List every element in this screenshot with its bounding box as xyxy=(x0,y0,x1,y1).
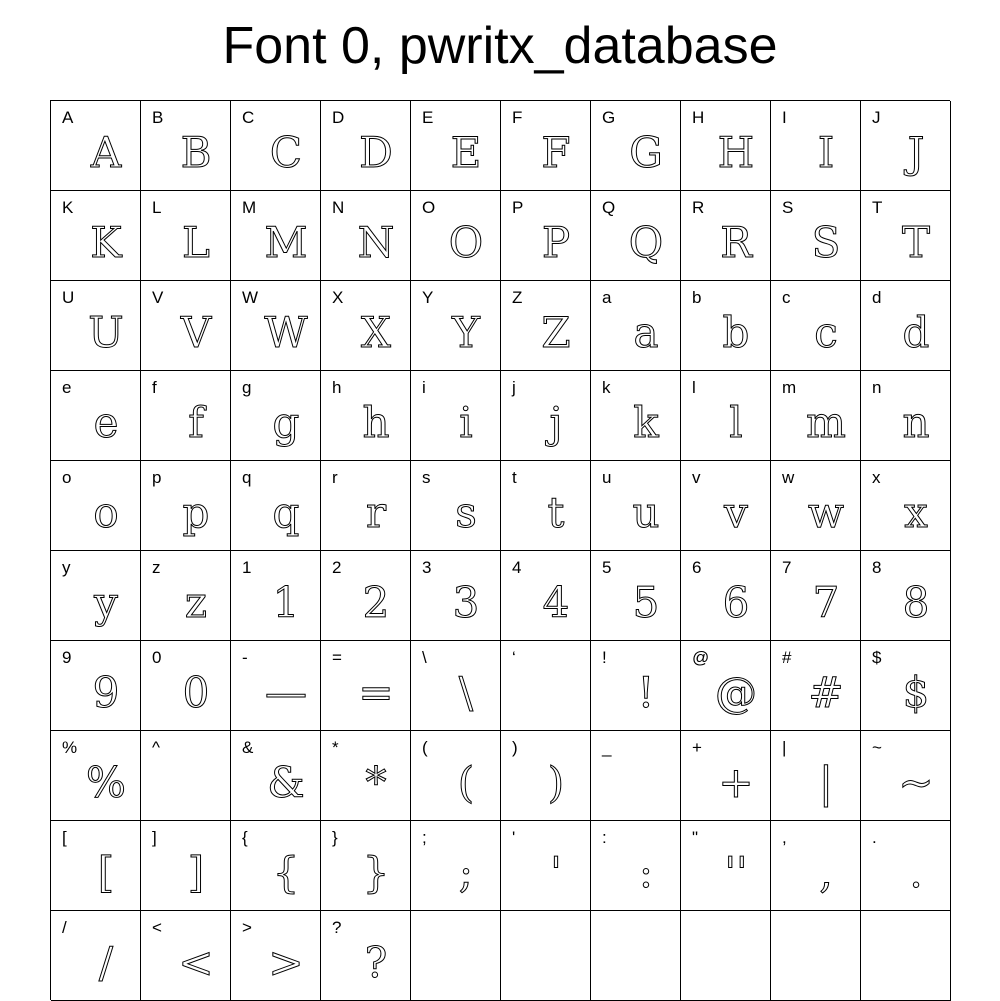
glyph-cell xyxy=(591,281,681,371)
glyph-cell xyxy=(141,281,231,371)
glyph-cell xyxy=(51,731,141,821)
glyph-cell-label: ? xyxy=(332,918,342,937)
glyph-sample: w xyxy=(808,488,844,537)
glyph-sample: 5 xyxy=(632,578,660,627)
glyph-cell xyxy=(771,821,861,911)
glyph-cell-label: % xyxy=(62,738,78,757)
glyph-cell xyxy=(141,731,231,821)
glyph-cell xyxy=(501,551,591,641)
glyph-sample: , xyxy=(819,848,833,897)
glyph-cell xyxy=(51,371,141,461)
glyph-cell-label: # xyxy=(782,648,792,667)
glyph-cell xyxy=(321,911,411,1001)
glyph-cell xyxy=(141,101,231,191)
glyph-cell-label: { xyxy=(242,828,248,847)
glyph-sample: M xyxy=(264,218,308,267)
glyph-cell-label: L xyxy=(152,198,162,217)
glyph-sample: J xyxy=(907,128,925,177)
glyph-cell xyxy=(591,371,681,461)
glyph-sample xyxy=(707,933,765,993)
glyph-cell xyxy=(51,191,141,281)
glyph-sample: j xyxy=(549,398,563,447)
glyph-cell-label: W xyxy=(242,288,259,307)
glyph-sample: d xyxy=(902,308,930,357)
glyph-sample xyxy=(527,933,585,993)
glyph-cell-label: e xyxy=(62,378,72,397)
glyph-sample: D xyxy=(359,128,393,177)
glyph-cell-label: 3 xyxy=(422,558,432,577)
glyph-sample: L xyxy=(182,218,210,267)
glyph-cell xyxy=(861,101,951,191)
glyph-cell xyxy=(141,911,231,1001)
glyph-cell-label: E xyxy=(422,108,434,127)
glyph-sample: $ xyxy=(902,668,930,717)
glyph-cell xyxy=(591,191,681,281)
glyph-cell xyxy=(411,911,501,1001)
glyph-sample: F xyxy=(541,128,571,177)
glyph-cell-label: N xyxy=(332,198,345,217)
glyph-cell-label: F xyxy=(512,108,523,127)
glyph-cell-label: c xyxy=(782,288,791,307)
glyph-sample: 0 xyxy=(182,668,210,717)
glyph-cell-label: T xyxy=(872,198,883,217)
glyph-cell xyxy=(411,461,501,551)
glyph-cell xyxy=(771,911,861,1001)
glyph-cell xyxy=(771,641,861,731)
glyph-cell xyxy=(51,641,141,731)
glyph-cell xyxy=(861,191,951,281)
glyph-sample: / xyxy=(98,938,114,987)
glyph-cell xyxy=(501,371,591,461)
glyph-cell xyxy=(681,281,771,371)
glyph-cell xyxy=(681,551,771,641)
glyph-sample: X xyxy=(361,308,391,357)
glyph-cell-label: ( xyxy=(422,738,428,757)
glyph-cell xyxy=(591,101,681,191)
glyph-cell-label: l xyxy=(692,378,696,397)
glyph-sample: h xyxy=(362,398,390,447)
glyph-sample xyxy=(527,663,585,723)
glyph-cell xyxy=(591,461,681,551)
glyph-cell xyxy=(861,821,951,911)
glyph-cell-label: h xyxy=(332,378,342,397)
glyph-cell-label: P xyxy=(512,198,524,217)
glyph-cell xyxy=(51,281,141,371)
glyph-cell xyxy=(501,911,591,1001)
glyph-cell xyxy=(591,641,681,731)
glyph-sample: b xyxy=(722,308,750,357)
glyph-cell-label: r xyxy=(332,468,338,487)
glyph-cell-label: X xyxy=(332,288,344,307)
glyph-sample: R xyxy=(720,218,752,267)
glyph-cell-label: / xyxy=(62,918,67,937)
glyph-sample xyxy=(617,753,675,813)
glyph-cell-label: g xyxy=(242,378,252,397)
glyph-cell xyxy=(141,551,231,641)
glyph-cell xyxy=(321,281,411,371)
glyph-sample: ) xyxy=(547,758,565,807)
glyph-sample: y xyxy=(94,578,118,627)
glyph-cell xyxy=(231,281,321,371)
glyph-sample: G xyxy=(629,128,663,177)
glyph-sample: 8 xyxy=(902,578,930,627)
glyph-cell xyxy=(51,821,141,911)
glyph-cell-label: s xyxy=(422,468,431,487)
glyph-sample: * xyxy=(365,758,387,807)
glyph-cell xyxy=(771,461,861,551)
glyph-cell xyxy=(321,731,411,821)
glyph-cell xyxy=(771,191,861,281)
glyph-sample: l xyxy=(729,398,743,447)
glyph-cell-label: M xyxy=(242,198,257,217)
glyph-sample: W xyxy=(264,308,308,357)
glyph-cell xyxy=(411,551,501,641)
glyph-cell-label: } xyxy=(332,828,338,847)
glyph-cell xyxy=(321,551,411,641)
glyph-cell-label: : xyxy=(602,828,607,847)
glyph-cell-label: _ xyxy=(602,738,612,757)
glyph-cell xyxy=(771,731,861,821)
glyph-sample: N xyxy=(357,218,395,267)
glyph-sample: U xyxy=(88,308,124,357)
glyph-cell-label: 7 xyxy=(782,558,792,577)
glyph-cell xyxy=(771,281,861,371)
glyph-sample: e xyxy=(93,398,119,447)
glyph-sample: + xyxy=(718,758,754,807)
glyph-cell-label: ! xyxy=(602,648,607,667)
glyph-sample: [ xyxy=(97,848,115,897)
glyph-cell xyxy=(141,191,231,281)
glyph-cell-label: 1 xyxy=(242,558,252,577)
glyph-cell xyxy=(321,461,411,551)
glyph-sample: 4 xyxy=(542,578,570,627)
glyph-cell-label: ] xyxy=(152,828,157,847)
glyph-cell xyxy=(681,641,771,731)
glyph-sample: . xyxy=(909,848,923,897)
glyph-sample: S xyxy=(811,218,841,267)
glyph-cell-label: R xyxy=(692,198,705,217)
glyph-cell xyxy=(681,821,771,911)
glyph-sample: x xyxy=(904,488,928,537)
glyph-sample: @ xyxy=(715,668,757,717)
glyph-cell xyxy=(321,641,411,731)
glyph-cell xyxy=(861,551,951,641)
glyph-cell xyxy=(681,731,771,821)
glyph-sample: { xyxy=(272,848,300,897)
glyph-cell xyxy=(861,911,951,1001)
glyph-cell-label: . xyxy=(872,828,877,847)
glyph-cell-label: A xyxy=(62,108,74,127)
glyph-cell-label: 2 xyxy=(332,558,342,577)
glyph-cell-label: J xyxy=(872,108,881,127)
glyph-sample: s xyxy=(455,488,477,537)
glyph-sample xyxy=(437,933,495,993)
glyph-sample: r xyxy=(365,488,387,537)
glyph-cell xyxy=(411,371,501,461)
glyph-cell xyxy=(231,731,321,821)
glyph-sample: i xyxy=(459,398,473,447)
glyph-cell xyxy=(501,821,591,911)
glyph-sample: O xyxy=(448,218,484,267)
glyph-sample: v xyxy=(724,488,748,537)
glyph-cell xyxy=(591,731,681,821)
glyph-cell xyxy=(681,101,771,191)
glyph-cell-label: - xyxy=(242,648,248,667)
glyph-cell xyxy=(861,461,951,551)
glyph-grid xyxy=(50,100,950,1000)
glyph-cell xyxy=(501,641,591,731)
glyph-sample: k xyxy=(633,398,659,447)
glyph-sample: ] xyxy=(187,848,205,897)
glyph-cell xyxy=(411,191,501,281)
glyph-cell xyxy=(681,911,771,1001)
glyph-cell-label: > xyxy=(242,918,252,937)
glyph-cell-label: 9 xyxy=(62,648,72,667)
glyph-sample: ( xyxy=(457,758,475,807)
glyph-sample: P xyxy=(541,218,571,267)
glyph-cell-label: & xyxy=(242,738,254,757)
glyph-cell xyxy=(231,371,321,461)
glyph-sample: = xyxy=(358,668,394,717)
glyph-sample: 1 xyxy=(272,578,300,627)
glyph-cell-label: + xyxy=(692,738,702,757)
glyph-cell-label: n xyxy=(872,378,882,397)
glyph-sample: } xyxy=(362,848,390,897)
glyph-cell-label: | xyxy=(782,738,787,757)
glyph-cell xyxy=(411,281,501,371)
glyph-cell xyxy=(501,191,591,281)
glyph-cell xyxy=(771,101,861,191)
glyph-sample: ; xyxy=(458,848,474,897)
glyph-cell xyxy=(141,821,231,911)
glyph-cell-label: [ xyxy=(62,828,67,847)
glyph-sample: E xyxy=(450,128,482,177)
glyph-cell-label: f xyxy=(152,378,157,397)
glyph-cell-label: G xyxy=(602,108,616,127)
glyph-cell-label: m xyxy=(782,378,797,397)
glyph-cell xyxy=(231,461,321,551)
glyph-sample: a xyxy=(633,308,659,357)
glyph-cell-label: Z xyxy=(512,288,523,307)
glyph-cell xyxy=(411,101,501,191)
glyph-sample: ! xyxy=(637,668,655,717)
glyph-cell-label: Y xyxy=(422,288,434,307)
glyph-cell-label: S xyxy=(782,198,794,217)
glyph-cell xyxy=(321,821,411,911)
glyph-cell-label: K xyxy=(62,198,74,217)
glyph-sample: > xyxy=(268,938,304,987)
glyph-cell-label: * xyxy=(332,738,339,757)
glyph-cell-label: $ xyxy=(872,648,882,667)
glyph-cell-label: z xyxy=(152,558,161,577)
glyph-sample: t xyxy=(547,488,565,537)
glyph-cell-label: , xyxy=(782,828,787,847)
glyph-cell xyxy=(231,821,321,911)
glyph-sample: \ xyxy=(458,668,474,717)
glyph-cell xyxy=(591,911,681,1001)
glyph-cell-label: < xyxy=(152,918,162,937)
glyph-sample: g xyxy=(272,398,300,447)
glyph-cell xyxy=(861,731,951,821)
glyph-cell-label: 4 xyxy=(512,558,522,577)
glyph-sample: H xyxy=(717,128,755,177)
glyph-cell xyxy=(51,101,141,191)
glyph-cell xyxy=(321,371,411,461)
glyph-sample: 9 xyxy=(92,668,120,717)
glyph-cell-label: p xyxy=(152,468,162,487)
glyph-sample: m xyxy=(806,398,846,447)
glyph-cell-label: Q xyxy=(602,198,616,217)
page-title: Font 0, pwritx_database xyxy=(222,17,778,75)
glyph-cell xyxy=(51,461,141,551)
glyph-cell-label: j xyxy=(512,378,516,397)
glyph-cell xyxy=(411,731,501,821)
glyph-sample: Q xyxy=(628,218,664,267)
glyph-cell xyxy=(231,191,321,281)
glyph-cell xyxy=(231,641,321,731)
glyph-cell-label: D xyxy=(332,108,345,127)
glyph-sample: ? xyxy=(364,938,388,987)
glyph-cell-label: B xyxy=(152,108,164,127)
glyph-sample: 7 xyxy=(812,578,840,627)
glyph-cell-label: ~ xyxy=(872,738,882,757)
glyph-sample: V xyxy=(180,308,212,357)
glyph-cell xyxy=(141,371,231,461)
glyph-cell-label: ' xyxy=(512,828,516,847)
glyph-cell-label: d xyxy=(872,288,882,307)
glyph-sample: 6 xyxy=(722,578,750,627)
glyph-cell-label: \ xyxy=(422,648,427,667)
glyph-cell xyxy=(51,551,141,641)
glyph-cell-label: C xyxy=(242,108,255,127)
glyph-cell-label: 0 xyxy=(152,648,162,667)
glyph-cell xyxy=(411,821,501,911)
glyph-sample: c xyxy=(814,308,838,357)
glyph-sample: & xyxy=(267,758,305,807)
glyph-sample: f xyxy=(188,398,204,447)
glyph-cell-label: y xyxy=(62,558,71,577)
glyph-cell xyxy=(771,551,861,641)
glyph-sample: '' xyxy=(724,848,748,897)
glyph-sample: A xyxy=(90,128,122,177)
glyph-sample: B xyxy=(180,128,212,177)
glyph-sample: 3 xyxy=(452,578,480,627)
glyph-sample: : xyxy=(638,848,654,897)
glyph-cell xyxy=(501,101,591,191)
glyph-sample xyxy=(617,933,675,993)
glyph-cell-label: ‘ xyxy=(512,648,516,667)
glyph-cell-label: @ xyxy=(692,648,710,667)
glyph-cell xyxy=(771,371,861,461)
glyph-cell xyxy=(321,101,411,191)
glyph-cell-label: b xyxy=(692,288,702,307)
glyph-cell-label: i xyxy=(422,378,426,397)
glyph-cell xyxy=(231,551,321,641)
glyph-cell xyxy=(861,281,951,371)
glyph-cell-label: 8 xyxy=(872,558,882,577)
glyph-cell xyxy=(141,461,231,551)
glyph-cell-label: I xyxy=(782,108,787,127)
glyph-cell xyxy=(141,641,231,731)
glyph-cell-label: " xyxy=(692,828,699,847)
glyph-cell-label: a xyxy=(602,288,612,307)
glyph-sample: I xyxy=(817,128,835,177)
glyph-cell-label: 6 xyxy=(692,558,702,577)
glyph-cell xyxy=(681,191,771,281)
glyph-cell-label: O xyxy=(422,198,436,217)
glyph-sample: p xyxy=(182,488,210,537)
glyph-cell xyxy=(681,371,771,461)
glyph-cell-label: t xyxy=(512,468,517,487)
glyph-sample: u xyxy=(632,488,660,537)
glyph-sample xyxy=(167,753,225,813)
glyph-sample: | xyxy=(818,758,834,807)
glyph-cell-label: w xyxy=(782,468,795,487)
glyph-sample: — xyxy=(265,668,307,717)
glyph-cell xyxy=(501,281,591,371)
glyph-sample: T xyxy=(901,218,930,267)
glyph-cell xyxy=(681,461,771,551)
glyph-sample: # xyxy=(808,668,844,717)
glyph-cell xyxy=(231,911,321,1001)
glyph-cell xyxy=(51,911,141,1001)
glyph-sample xyxy=(797,933,855,993)
glyph-cell-label: H xyxy=(692,108,705,127)
glyph-sample: % xyxy=(86,758,126,807)
glyph-cell-label: 5 xyxy=(602,558,612,577)
glyph-cell xyxy=(591,551,681,641)
glyph-sample: q xyxy=(272,488,300,537)
glyph-sample xyxy=(887,933,945,993)
glyph-cell xyxy=(501,731,591,821)
glyph-cell-label: V xyxy=(152,288,164,307)
glyph-sample: C xyxy=(269,128,303,177)
glyph-sample: K xyxy=(90,218,122,267)
glyph-cell xyxy=(321,191,411,281)
glyph-cell xyxy=(861,641,951,731)
glyph-sample: Y xyxy=(452,308,480,357)
glyph-sample: o xyxy=(93,488,119,537)
glyph-sample: z xyxy=(184,578,208,627)
glyph-cell xyxy=(861,371,951,461)
glyph-cell xyxy=(591,821,681,911)
glyph-cell-label: o xyxy=(62,468,72,487)
glyph-sample: Z xyxy=(541,308,571,357)
glyph-cell-label: q xyxy=(242,468,252,487)
glyph-cell-label: U xyxy=(62,288,75,307)
glyph-cell-label: ^ xyxy=(152,738,160,757)
glyph-sample: ' xyxy=(550,848,562,897)
glyph-cell-label: ; xyxy=(422,828,427,847)
glyph-cell-label: ) xyxy=(512,738,518,757)
glyph-sample: < xyxy=(178,938,214,987)
glyph-sample: n xyxy=(902,398,930,447)
glyph-cell xyxy=(231,101,321,191)
glyph-cell-label: = xyxy=(332,648,342,667)
glyph-sample: ~ xyxy=(898,758,934,807)
glyph-cell xyxy=(501,461,591,551)
glyph-cell xyxy=(411,641,501,731)
glyph-cell-label: u xyxy=(602,468,612,487)
glyph-cell-label: v xyxy=(692,468,701,487)
glyph-sample: 2 xyxy=(362,578,390,627)
glyph-cell-label: x xyxy=(872,468,881,487)
glyph-cell-label: k xyxy=(602,378,611,397)
